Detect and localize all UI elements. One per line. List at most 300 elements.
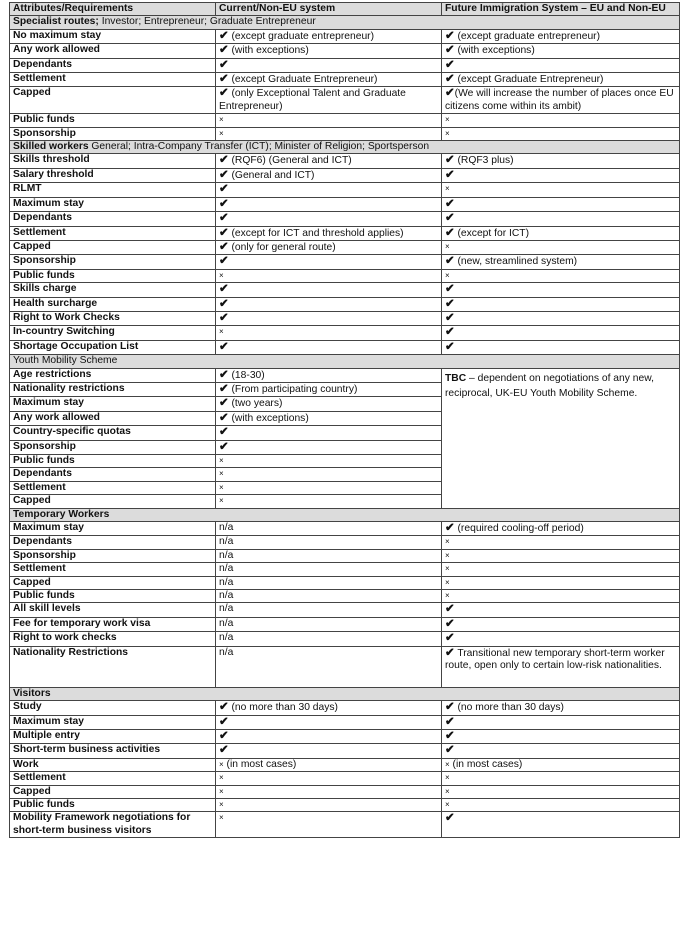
check-mark-icon: ✔ xyxy=(219,73,229,86)
cross-mark-icon: × xyxy=(445,591,450,601)
current-system-cell xyxy=(216,729,442,743)
future-value-text: Transitional new temporary short-term worker route, open only to certain low-risk nationalities. xyxy=(445,647,665,672)
current-value-text: (except graduate entrepreneur) xyxy=(228,30,375,42)
current-system-cell xyxy=(216,468,442,481)
attribute-cell: Maximum stay xyxy=(10,397,216,411)
check-mark-icon: ✔ xyxy=(445,58,455,71)
table-row xyxy=(10,168,680,182)
current-value-text: (with exceptions) xyxy=(228,412,309,424)
future-system-cell xyxy=(442,226,680,240)
current-system-cell xyxy=(216,455,442,468)
future-system-cell xyxy=(442,326,680,340)
attribute-cell: Maximum stay xyxy=(10,197,216,211)
future-value-text: (with exceptions) xyxy=(454,45,535,57)
check-mark-icon: ✔ xyxy=(445,168,455,181)
section-header-row xyxy=(10,16,680,29)
current-system-cell xyxy=(216,744,442,758)
current-value-text: n/a xyxy=(219,632,234,644)
future-value-text: (no more than 30 days) xyxy=(454,702,564,714)
header-row xyxy=(10,3,680,16)
current-system-cell xyxy=(216,576,442,589)
attribute-cell: Salary threshold xyxy=(10,168,216,182)
cross-mark-icon: × xyxy=(219,128,224,138)
attribute-cell: Maximum stay xyxy=(10,522,216,536)
attribute-cell: Settlement xyxy=(10,563,216,576)
cross-mark-icon: × xyxy=(219,469,224,479)
check-mark-icon: ✔ xyxy=(219,168,229,181)
attribute-cell: Skills threshold xyxy=(10,154,216,168)
check-mark-icon: ✔ xyxy=(219,368,229,381)
future-system-cell xyxy=(442,29,680,43)
section-header-row xyxy=(10,508,680,521)
future-system-cell xyxy=(442,44,680,58)
cross-mark-icon: × xyxy=(219,115,224,125)
future-system-cell xyxy=(442,701,680,715)
table-row xyxy=(10,536,680,549)
table-row xyxy=(10,646,680,687)
section-header-row xyxy=(10,687,680,700)
future-value-text: (We will increase the number of places once EU citizens come within its ambit) xyxy=(445,88,674,112)
table-row xyxy=(10,340,680,354)
current-value-text: (From participating country) xyxy=(228,383,358,395)
table-row xyxy=(10,785,680,798)
future-tbc-text: – dependent on negotiations of any new, reciprocal, UK-EU Youth Mobility Scheme. xyxy=(445,372,654,399)
future-system-cell xyxy=(442,563,680,576)
attribute-cell: Any work allowed xyxy=(10,411,216,425)
table-row xyxy=(10,283,680,297)
future-system-merged-cell xyxy=(442,368,680,508)
table-row xyxy=(10,798,680,811)
check-mark-icon: ✔ xyxy=(445,646,455,659)
attribute-cell: Short-term business activities xyxy=(10,744,216,758)
check-mark-icon: ✔ xyxy=(445,326,455,339)
table-row xyxy=(10,772,680,785)
table-row xyxy=(10,269,680,282)
attribute-cell: Skills charge xyxy=(10,283,216,297)
attribute-cell: Sponsorship xyxy=(10,127,216,140)
attribute-cell: Capped xyxy=(10,785,216,798)
cross-mark-icon: × xyxy=(445,115,450,125)
cross-mark-icon: × xyxy=(219,482,224,492)
cross-mark-icon: × xyxy=(445,241,450,251)
check-mark-icon: ✔ xyxy=(445,73,455,86)
table-row xyxy=(10,58,680,72)
cross-mark-icon: × xyxy=(445,128,450,138)
future-system-cell xyxy=(442,603,680,617)
attribute-cell: Work xyxy=(10,758,216,771)
future-system-cell xyxy=(442,785,680,798)
current-system-cell xyxy=(216,563,442,576)
table-row xyxy=(10,183,680,197)
future-system-cell xyxy=(442,240,680,254)
check-mark-icon: ✔ xyxy=(445,632,455,645)
check-mark-icon: ✔ xyxy=(219,197,229,210)
table-row xyxy=(10,226,680,240)
future-system-cell xyxy=(442,127,680,140)
future-system-cell xyxy=(442,58,680,72)
cross-mark-icon: × xyxy=(445,799,450,809)
current-system-cell xyxy=(216,411,442,425)
future-system-cell xyxy=(442,715,680,729)
current-system-cell xyxy=(216,772,442,785)
check-mark-icon: ✔ xyxy=(445,603,455,616)
attribute-cell: Study xyxy=(10,701,216,715)
current-system-cell xyxy=(216,646,442,687)
future-system-cell xyxy=(442,772,680,785)
check-mark-icon: ✔ xyxy=(445,522,455,535)
current-value-text: n/a xyxy=(219,590,234,602)
future-value-text: (except for ICT) xyxy=(454,227,530,239)
future-system-cell xyxy=(442,812,680,838)
attribute-cell: Public funds xyxy=(10,114,216,127)
current-system-cell xyxy=(216,798,442,811)
section-title xyxy=(10,687,680,700)
table-row xyxy=(10,715,680,729)
current-system-cell xyxy=(216,212,442,226)
check-mark-icon: ✔ xyxy=(219,87,229,100)
check-mark-icon: ✔ xyxy=(219,255,229,268)
attribute-cell: Sponsorship xyxy=(10,255,216,269)
attribute-cell: In-country Switching xyxy=(10,326,216,340)
current-value-text: (except Graduate Entrepreneur) xyxy=(228,74,378,86)
future-system-cell xyxy=(442,798,680,811)
current-value-text: (two years) xyxy=(228,398,283,410)
attribute-cell: Dependants xyxy=(10,212,216,226)
current-system-cell xyxy=(216,603,442,617)
current-system-cell xyxy=(216,283,442,297)
current-system-cell xyxy=(216,382,442,396)
check-mark-icon: ✔ xyxy=(445,29,455,42)
current-value-text: (only Exceptional Talent and Graduate Entrepreneur) xyxy=(219,88,406,112)
future-system-cell xyxy=(442,632,680,646)
table-row xyxy=(10,44,680,58)
future-value-text: (except graduate entrepreneur) xyxy=(454,30,601,42)
header-current-system: Current/Non-EU system xyxy=(216,3,442,16)
future-system-cell xyxy=(442,758,680,771)
future-system-cell xyxy=(442,729,680,743)
attribute-cell: Mobility Framework negotiations for short-term business visitors xyxy=(10,812,216,838)
check-mark-icon: ✔ xyxy=(219,426,229,439)
current-system-cell xyxy=(216,340,442,354)
attribute-cell: Multiple entry xyxy=(10,729,216,743)
table-body xyxy=(10,3,680,838)
current-value-text: (RQF6) (General and ICT) xyxy=(228,155,352,167)
future-value-text: (required cooling-off period) xyxy=(454,523,584,535)
attribute-cell: RLMT xyxy=(10,183,216,197)
table-row xyxy=(10,590,680,603)
check-mark-icon: ✔ xyxy=(445,812,455,825)
check-mark-icon: ✔ xyxy=(445,744,455,757)
current-system-cell xyxy=(216,440,442,454)
current-system-cell xyxy=(216,311,442,325)
header-attributes: Attributes/Requirements xyxy=(10,3,216,16)
future-system-cell xyxy=(442,87,680,114)
current-system-cell xyxy=(216,536,442,549)
check-mark-icon: ✔ xyxy=(445,283,455,296)
attribute-cell: Nationality Restrictions xyxy=(10,646,216,687)
cross-mark-icon: × xyxy=(219,327,224,337)
current-system-cell xyxy=(216,255,442,269)
immigration-comparison-document xyxy=(9,2,679,838)
current-system-cell xyxy=(216,297,442,311)
future-value-text: (in most cases) xyxy=(449,758,523,770)
current-system-cell xyxy=(216,397,442,411)
check-mark-icon: ✔ xyxy=(219,297,229,310)
check-mark-icon: ✔ xyxy=(219,183,229,196)
table-row xyxy=(10,563,680,576)
future-system-cell xyxy=(442,269,680,282)
section-title-bold: Skilled workers xyxy=(13,141,89,153)
current-value-text: n/a xyxy=(219,603,234,615)
future-system-cell xyxy=(442,617,680,631)
table-row xyxy=(10,701,680,715)
future-value-text: (new, streamlined system) xyxy=(454,256,578,268)
table-row xyxy=(10,368,680,382)
current-system-cell xyxy=(216,617,442,631)
cross-mark-icon: × xyxy=(219,270,224,280)
section-title xyxy=(10,355,680,368)
future-system-cell xyxy=(442,522,680,536)
current-system-cell xyxy=(216,368,442,382)
check-mark-icon: ✔ xyxy=(219,212,229,225)
check-mark-icon: ✔ xyxy=(445,701,455,714)
attribute-cell: Sponsorship xyxy=(10,549,216,562)
check-mark-icon: ✔ xyxy=(219,701,229,714)
current-system-cell xyxy=(216,226,442,240)
check-mark-icon: ✔ xyxy=(445,617,455,630)
future-system-cell xyxy=(442,576,680,589)
header-future-system: Future Immigration System – EU and Non-EU xyxy=(442,3,680,16)
table-row xyxy=(10,87,680,114)
check-mark-icon: ✔ xyxy=(445,44,455,57)
check-mark-icon: ✔ xyxy=(219,240,229,253)
future-system-cell xyxy=(442,212,680,226)
attribute-cell: Capped xyxy=(10,576,216,589)
current-system-cell xyxy=(216,549,442,562)
table-row xyxy=(10,127,680,140)
attribute-cell: Health surcharge xyxy=(10,297,216,311)
current-value-text: n/a xyxy=(219,646,234,658)
attribute-cell: Age restrictions xyxy=(10,368,216,382)
attribute-cell: Country-specific quotas xyxy=(10,426,216,440)
table-row xyxy=(10,212,680,226)
cross-mark-icon: × xyxy=(219,456,224,465)
section-title-rest: Investor; Entrepreneur; Graduate Entrepreneur xyxy=(98,16,316,28)
cross-mark-icon: × xyxy=(219,813,224,823)
current-value-text: n/a xyxy=(219,536,234,548)
check-mark-icon: ✔ xyxy=(219,382,229,395)
check-mark-icon: ✔ xyxy=(219,58,229,71)
attribute-cell: Settlement xyxy=(10,481,216,494)
check-mark-icon: ✔ xyxy=(219,729,229,742)
table-row xyxy=(10,154,680,168)
current-system-cell xyxy=(216,269,442,282)
check-mark-icon: ✔ xyxy=(445,729,455,742)
future-system-cell xyxy=(442,154,680,168)
attribute-cell: Maximum stay xyxy=(10,715,216,729)
cross-mark-icon: × xyxy=(445,773,450,783)
future-system-cell xyxy=(442,340,680,354)
section-title xyxy=(10,16,680,29)
attribute-cell: Right to work checks xyxy=(10,632,216,646)
check-mark-icon: ✔ xyxy=(219,283,229,296)
attribute-cell: All skill levels xyxy=(10,603,216,617)
current-value-text: n/a xyxy=(219,617,234,629)
current-value-text: n/a xyxy=(219,549,234,561)
attribute-cell: Right to Work Checks xyxy=(10,311,216,325)
attribute-cell: Public funds xyxy=(10,798,216,811)
current-system-cell xyxy=(216,127,442,140)
section-title-bold: Specialist routes; xyxy=(13,16,99,28)
current-system-cell xyxy=(216,632,442,646)
attribute-cell: Dependants xyxy=(10,536,216,549)
current-system-cell xyxy=(216,44,442,58)
current-system-cell xyxy=(216,701,442,715)
cross-mark-icon: × xyxy=(219,786,224,796)
future-tbc-bold: TBC xyxy=(445,372,467,384)
check-mark-icon: ✔ xyxy=(445,297,455,310)
table-row xyxy=(10,73,680,87)
attribute-cell: Capped xyxy=(10,87,216,114)
cross-mark-icon: × xyxy=(445,786,450,796)
check-mark-icon: ✔ xyxy=(445,255,455,268)
current-system-cell xyxy=(216,326,442,340)
cross-mark-icon: × xyxy=(445,550,450,560)
current-system-cell xyxy=(216,29,442,43)
table-row xyxy=(10,758,680,771)
future-value-text: (except Graduate Entrepreneur) xyxy=(454,74,604,86)
current-value-text: n/a xyxy=(219,522,234,534)
current-system-cell xyxy=(216,114,442,127)
current-value-text: (only for general route) xyxy=(228,241,336,253)
table-row xyxy=(10,744,680,758)
section-header-row xyxy=(10,355,680,368)
cross-mark-icon: × xyxy=(219,496,224,506)
cross-mark-icon: × xyxy=(219,799,224,809)
check-mark-icon: ✔ xyxy=(219,411,229,424)
future-system-cell xyxy=(442,297,680,311)
section-title-bold: Temporary Workers xyxy=(13,508,110,520)
current-value-text: (in most cases) xyxy=(223,758,297,770)
attribute-cell: Settlement xyxy=(10,226,216,240)
attribute-cell: Public funds xyxy=(10,455,216,468)
current-value-text: (except for ICT and threshold applies) xyxy=(228,227,404,239)
section-title-bold: Visitors xyxy=(13,687,51,699)
current-system-cell xyxy=(216,590,442,603)
table-row xyxy=(10,197,680,211)
attribute-cell: Settlement xyxy=(10,772,216,785)
section-title-rest: General; Intra-Company Transfer (ICT); Minister of Religion; Sportsperson xyxy=(88,141,430,153)
future-system-cell xyxy=(442,536,680,549)
attribute-cell: Shortage Occupation List xyxy=(10,340,216,354)
current-system-cell xyxy=(216,522,442,536)
future-value-text: (RQF3 plus) xyxy=(454,155,514,167)
current-system-cell xyxy=(216,785,442,798)
attribute-cell: Any work allowed xyxy=(10,44,216,58)
current-system-cell xyxy=(216,240,442,254)
future-system-cell xyxy=(442,311,680,325)
future-system-cell xyxy=(442,114,680,127)
current-system-cell xyxy=(216,481,442,494)
table-row xyxy=(10,576,680,589)
check-mark-icon: ✔ xyxy=(219,154,229,167)
attribute-cell: Fee for temporary work visa xyxy=(10,617,216,631)
table-row xyxy=(10,240,680,254)
section-title-rest: Youth Mobility Scheme xyxy=(13,355,118,367)
future-system-cell xyxy=(442,646,680,687)
current-system-cell xyxy=(216,168,442,182)
table-row xyxy=(10,114,680,127)
current-system-cell xyxy=(216,495,442,508)
check-mark-icon: ✔ xyxy=(219,311,229,324)
cross-mark-icon: × xyxy=(445,537,450,547)
check-mark-icon: ✔ xyxy=(219,44,229,57)
current-system-cell xyxy=(216,758,442,771)
check-mark-icon: ✔ xyxy=(445,311,455,324)
current-value-text: (no more than 30 days) xyxy=(228,702,338,714)
attribute-cell: Dependants xyxy=(10,468,216,481)
check-mark-icon: ✔ xyxy=(445,340,455,353)
future-system-cell xyxy=(442,183,680,197)
attribute-cell: Nationality restrictions xyxy=(10,382,216,396)
cross-mark-icon: × xyxy=(219,773,224,783)
table-row xyxy=(10,255,680,269)
table-row xyxy=(10,812,680,838)
check-mark-icon: ✔ xyxy=(219,744,229,757)
check-mark-icon: ✔ xyxy=(219,440,229,453)
table-row xyxy=(10,297,680,311)
future-system-cell xyxy=(442,283,680,297)
cross-mark-icon: × xyxy=(445,759,450,769)
comparison-table xyxy=(9,2,680,838)
attribute-cell: Dependants xyxy=(10,58,216,72)
current-system-cell xyxy=(216,87,442,114)
current-value-text: (General and ICT) xyxy=(228,169,315,181)
check-mark-icon: ✔ xyxy=(219,340,229,353)
current-value-text: (18-30) xyxy=(228,369,265,381)
check-mark-icon: ✔ xyxy=(445,226,455,239)
check-mark-icon: ✔ xyxy=(445,212,455,225)
cross-mark-icon: × xyxy=(445,577,450,587)
check-mark-icon: ✔ xyxy=(445,154,455,167)
attribute-cell: Public funds xyxy=(10,269,216,282)
future-system-cell xyxy=(442,590,680,603)
section-title xyxy=(10,141,680,154)
table-row xyxy=(10,617,680,631)
future-system-cell xyxy=(442,255,680,269)
current-system-cell xyxy=(216,58,442,72)
current-value-text: n/a xyxy=(219,563,234,575)
current-system-cell xyxy=(216,812,442,838)
table-row xyxy=(10,326,680,340)
future-system-cell xyxy=(442,168,680,182)
table-row xyxy=(10,311,680,325)
attribute-cell: Capped xyxy=(10,495,216,508)
current-system-cell xyxy=(216,154,442,168)
check-mark-icon: ✔ xyxy=(219,29,229,42)
cross-mark-icon: × xyxy=(219,759,224,769)
current-system-cell xyxy=(216,426,442,440)
future-system-cell xyxy=(442,744,680,758)
check-mark-icon: ✔ xyxy=(219,226,229,239)
table-row xyxy=(10,549,680,562)
cross-mark-icon: × xyxy=(445,564,450,574)
future-system-cell xyxy=(442,549,680,562)
check-mark-icon: ✔ xyxy=(445,715,455,728)
table-row xyxy=(10,729,680,743)
table-row xyxy=(10,603,680,617)
attribute-cell: Sponsorship xyxy=(10,440,216,454)
